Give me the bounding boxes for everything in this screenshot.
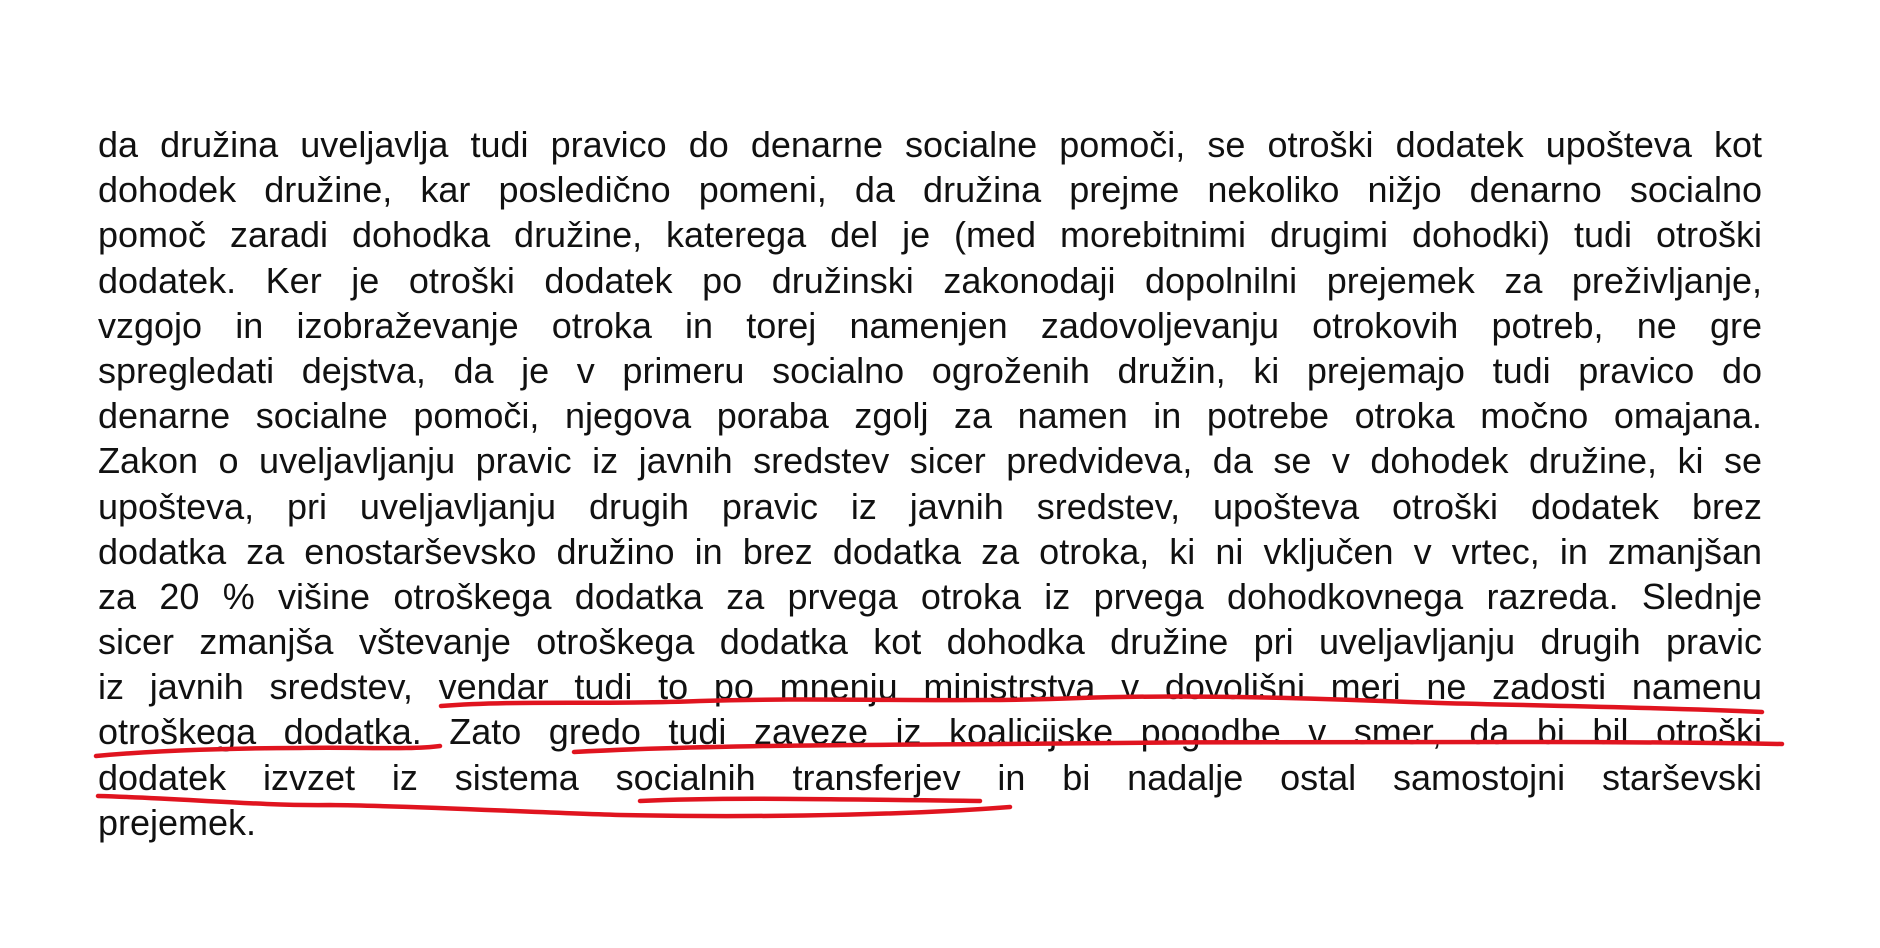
paragraph-line-4: dodatek. Ker je otroški dodatek po družinski zakonodaji dopolnilni prejemek za preživljanje, [98,259,1762,301]
paragraph-line-11: za 20 % višine otroškega dodatka za prvega otroka iz prvega dohodkovnega razreda. Slednje [98,575,1762,617]
document-paragraph [98,122,1762,845]
paragraph-line-5: vzgojo in izobraževanje otroka in torej namenjen zadovoljevanju otrokovih potreb, ne gre [98,304,1762,346]
paragraph-line-10: dodatka za enostarševsko družino in brez dodatka za otroka, ki ni vključen v vrtec, in zmanjšan [98,530,1762,572]
paragraph-line-13: iz javnih sredstev, vendar tudi to po mnenju ministrstva v dovolišni meri ne zadosti namenu [98,666,1762,708]
paragraph-line-1: da družina uveljavlja tudi pravico do denarne socialne pomoči, se otroški dodatek upošteva kot [98,124,1762,165]
paragraph-line-16: prejemek. [98,801,257,843]
paragraph-line-3: pomoč zaradi dohodka družine, katerega del je (med morebitnimi drugimi dohodki) tudi otroški [98,214,1762,256]
paragraph-line-6: spregledati dejstva, da je v primeru socialno ogroženih družin, ki prejemajo tudi pravico do [98,349,1762,391]
paragraph-line-8: Zakon o uveljavljanju pravic iz javnih sredstev sicer predvideva, da se v dohodek družine, ki se [98,440,1762,482]
paragraph-line-14: otroškega dodatka. Zato gredo tudi zaveze iz koalicijske pogodbe v smer, da bi bil otroški [98,711,1762,753]
paragraph-line-15: dodatek izvzet iz sistema socialnih transferjev in bi nadalje ostal samostojni starševski [98,756,1762,798]
paragraph-line-12: sicer zmanjša vštevanje otroškega dodatka kot dohodka družine pri uveljavljanju drugih pravic [98,621,1762,663]
paragraph-line-7: denarne socialne pomoči, njegova poraba zgolj za namen in potrebe otroka močno omajana. [98,395,1762,437]
paragraph-line-2: dohodek družine, kar posledično pomeni, da družina prejme nekoliko nižjo denarno socialno [98,169,1762,211]
paragraph-line-9: upošteva, pri uveljavljanju drugih pravic iz javnih sredstev, upošteva otroški dodatek brez [98,485,1762,527]
